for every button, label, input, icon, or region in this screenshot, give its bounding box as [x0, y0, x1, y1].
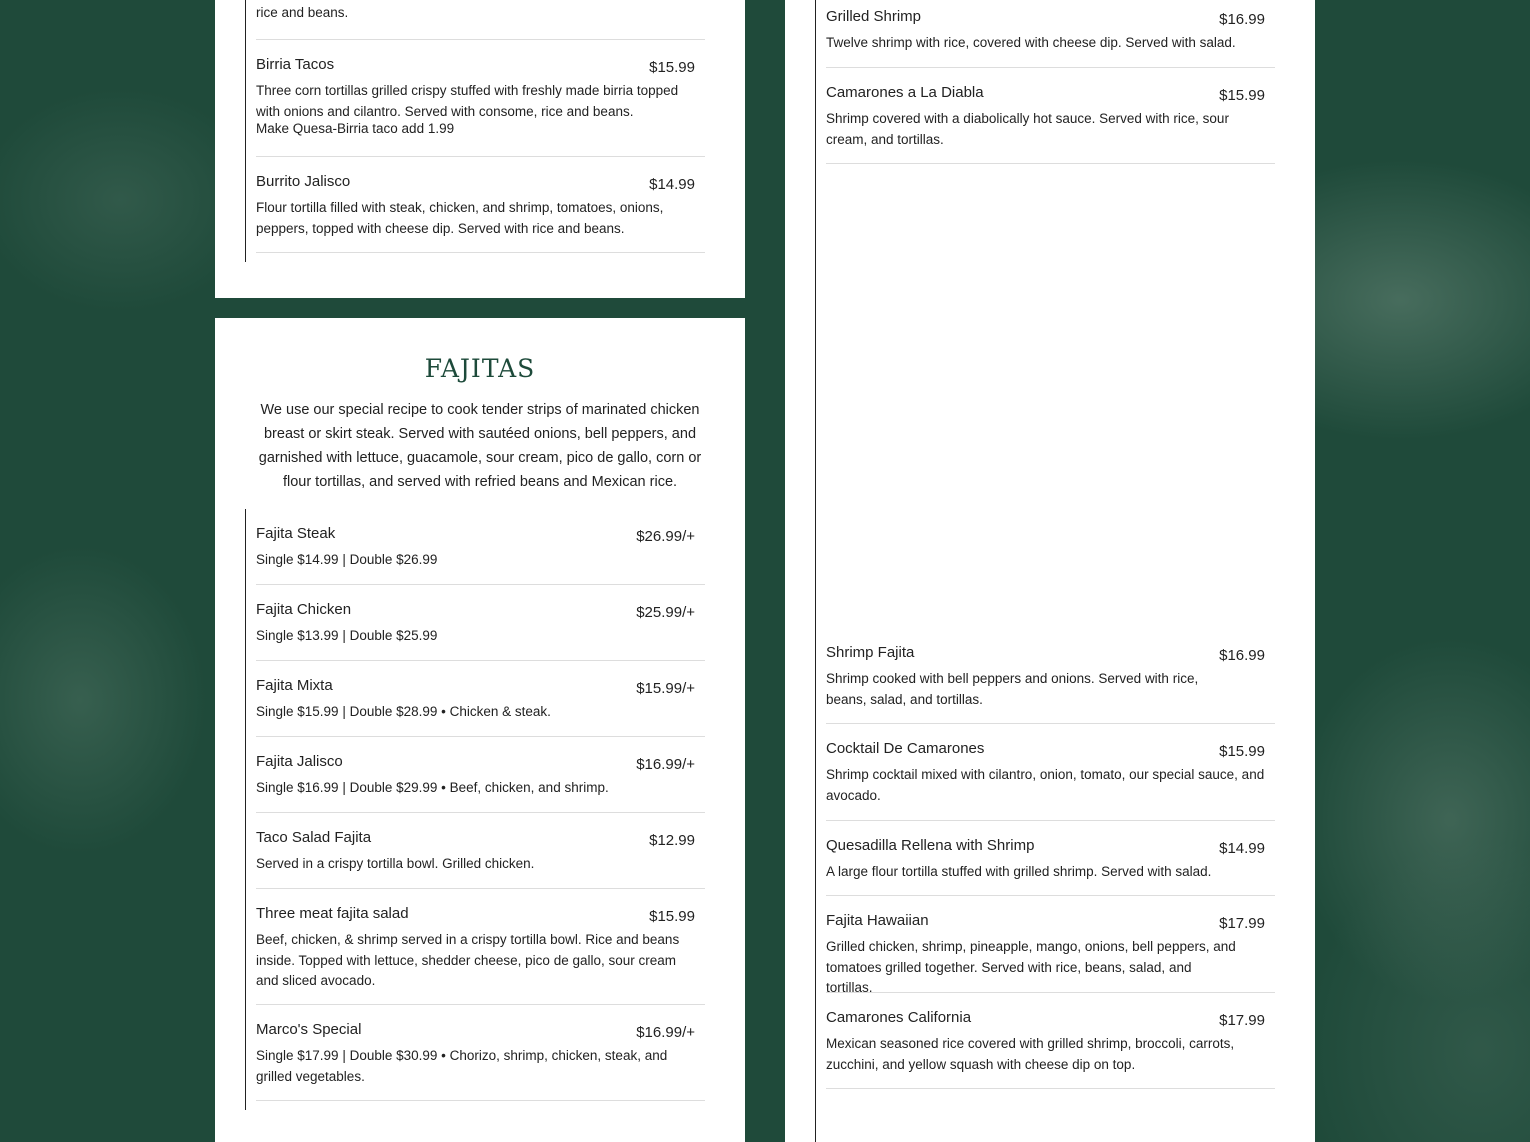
menu-item-fajita-hawaiian [826, 912, 1275, 993]
menu-item-name: Fajita Mixta [256, 677, 333, 694]
menu-item-desc: rice and beans. [256, 5, 349, 20]
menu-item-taco-salad-fajita [256, 829, 705, 889]
menu-item-price: $14.99 [649, 176, 695, 193]
section-divider-line [245, 509, 246, 1110]
menu-item-price: $25.99/+ [636, 604, 695, 621]
menu-item-name: Birria Tacos [256, 56, 335, 73]
section-intro: We use our special recipe to cook tender strips of marinated chicken breast or skirt steak. Served with sautéed onions, bell peppers, and garnished with lettuce, guacamole, sour cream, pico de gallo, corn or flour tortillas, and served with refried beans and Mexican rice. [258, 402, 702, 490]
menu-item-name: Marco's Special [256, 1021, 362, 1038]
menu-item-name: Shrimp Fajita [826, 644, 915, 661]
menu-item-name: Fajita Chicken [256, 601, 352, 618]
fajitas-section [215, 318, 745, 1142]
menu-item-cocktail-camarones [826, 740, 1275, 821]
section-title: FAJITAS [424, 354, 536, 383]
menu-item-desc: Grilled chicken, shrimp, pineapple, mango, onions, bell peppers, and tomatoes grilled together. Served with rice, beans, salad, and tortillas. [826, 939, 1236, 995]
menu-item-price: $16.99/+ [636, 1024, 695, 1041]
menu-item-desc: Shrimp cooked with bell peppers and onions. Served with rice, beans, salad, and tortillas. [826, 671, 1199, 707]
menu-item-quesadilla-rellena [826, 837, 1275, 896]
menu-item-desc: Single $16.99 | Double $29.99 • Beef, chicken, and shrimp. [256, 780, 609, 795]
menu-item-name: Quesadilla Rellena with Shrimp [826, 837, 1035, 854]
menu-item-desc: Served in a crispy tortilla bowl. Grilled chicken. [256, 856, 535, 871]
menu-item-camarones-diabla [826, 84, 1275, 164]
menu-item-name: Camarones a La Diabla [826, 84, 984, 101]
menu-item-shrimp-fajita [826, 644, 1275, 724]
menu-item-desc: Single $14.99 | Double $26.99 [256, 552, 438, 567]
menu-item-desc: Twelve shrimp with rice, covered with cheese dip. Served with salad. [826, 35, 1236, 50]
menu-item-price: $16.99 [1219, 647, 1265, 664]
menu-item-name: Fajita Steak [256, 525, 336, 542]
menu-item-name: Grilled Shrimp [826, 8, 922, 25]
menu-item-price: $15.99 [649, 908, 695, 925]
left-top-menu-panel [215, 0, 745, 298]
menu-item-three-meat-fajita-salad [256, 905, 705, 1005]
menu-item-desc: Single $15.99 | Double $28.99 • Chicken & steak. [256, 704, 551, 719]
menu-item-price: $16.99/+ [636, 756, 695, 773]
section-divider-line [815, 0, 816, 1142]
menu-item-desc: Flour tortilla filled with steak, chicken, and shrimp, tomatoes, onions, peppers, topped with cheese dip. Served with rice and beans. [256, 200, 664, 236]
menu-item-price: $17.99 [1219, 1012, 1265, 1029]
menu-item-fajita-steak [256, 525, 705, 585]
menu-item-price: $12.99 [649, 832, 695, 849]
menu-item-fajita-mixta [256, 677, 705, 737]
menu-item-price: $15.99 [1219, 743, 1265, 760]
menu-item-price: $26.99/+ [636, 528, 695, 545]
menu-item-marcos-special [256, 1021, 705, 1101]
menu-item-name: Three meat fajita salad [256, 905, 409, 922]
menu-item-desc: Beef, chicken, & shrimp served in a crispy tortilla bowl. Rice and beans inside. Topped with lettuce, shedder cheese, pico de gallo, sour cream and sliced avocado. [256, 932, 680, 988]
menu-item-price: $14.99 [1219, 840, 1265, 857]
menu-item-fajita-jalisco [256, 753, 705, 813]
menu-item-price: $17.99 [1219, 915, 1265, 932]
menu-item-desc: Three corn tortillas grilled crispy stuffed with freshly made birria topped with onions and cilantro. Served with consome, rice and beans. [256, 83, 679, 119]
menu-item-grilled-shrimp [826, 8, 1275, 68]
menu-item-desc: Shrimp covered with a diabolically hot sauce. Served with rice, sour cream, and tortillas. [826, 111, 1229, 147]
menu-item-name: Burrito Jalisco [256, 173, 351, 190]
menu-item-name: Taco Salad Fajita [256, 829, 372, 846]
menu-item-desc: Single $13.99 | Double $25.99 [256, 628, 438, 643]
section-divider-line [245, 0, 246, 262]
menu-item-price: $16.99 [1219, 11, 1265, 28]
menu-item-name: Fajita Jalisco [256, 753, 343, 770]
menu-item-price: $15.99 [649, 59, 695, 76]
menu-item-birria-tacos [256, 56, 705, 157]
menu-item-name: Fajita Hawaiian [826, 912, 929, 929]
menu-item-name: Cocktail De Camarones [826, 740, 985, 757]
menu-item-price: $15.99/+ [636, 680, 695, 697]
menu-item-name: Camarones California [826, 1009, 972, 1026]
menu-item-desc: Mexican seasoned rice covered with grilled shrimp, broccoli, carrots, zucchini, and yellow squash with cheese dip on top. [826, 1036, 1235, 1072]
menu-item-fajita-chicken [256, 601, 705, 661]
menu-item-desc: Shrimp cocktail mixed with cilantro, onion, tomato, our special sauce, and avocado. [826, 767, 1265, 803]
menu-item-desc: A large flour tortilla stuffed with grilled shrimp. Served with salad. [826, 864, 1212, 879]
menu-item-desc: Single $17.99 | Double $30.99 • Chorizo, shrimp, chicken, steak, and grilled vegetables. [256, 1048, 668, 1084]
menu-item-note: Make Quesa-Birria taco add 1.99 [256, 121, 455, 136]
seafood-menu-panel [785, 0, 1315, 1142]
menu-item-camarones-california [826, 1009, 1275, 1089]
menu-item-price: $15.99 [1219, 87, 1265, 104]
menu-item-partial [256, 0, 705, 40]
menu-item-burrito-jalisco [256, 173, 705, 253]
